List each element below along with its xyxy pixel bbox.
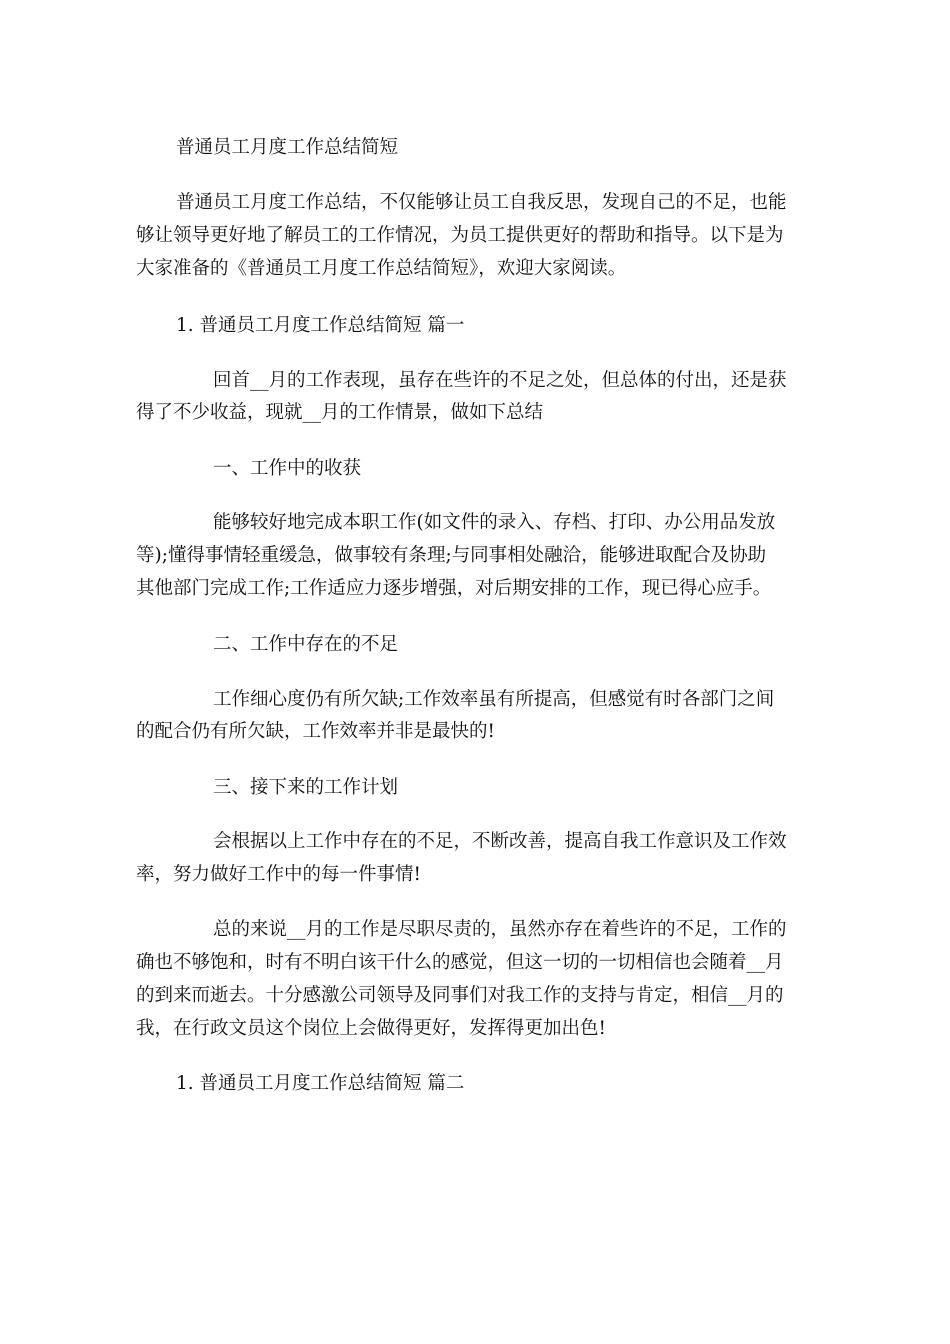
document-title: 普通员工月度工作总结简短 [176, 137, 399, 158]
paragraph-line: 我，在行政文员这个岗位上会做得更好，发挥得更加出色! [136, 1018, 606, 1039]
paragraph-line: 的配合仍有所欠缺，工作效率并非是最快的! [136, 721, 495, 742]
paragraph-line: 会根据以上工作中存在的不足，不断改善，提高自我工作意识及工作效 [213, 831, 787, 852]
paragraph-line: 得了不少收益，现就__月的工作情景，做如下总结 [136, 402, 544, 423]
intro-line: 普通员工月度工作总结，不仅能够让员工自我反思，发现自己的不足，也能 [176, 192, 787, 213]
intro-line: 大家准备的《普通员工月度工作总结简短》，欢迎大家阅读。 [136, 258, 627, 279]
paragraph-line: 确也不够饱和，时有不明白该干什么的感觉，但这一切的一切相信也会随着__月 [136, 952, 784, 973]
paragraph-line: 等);懂得事情轻重缓急，做事较有条理;与同事相处融洽，能够进取配合及协助 [136, 545, 767, 566]
paragraph-line: 能够较好地完成本职工作(如文件的录入、存档、打印、办公用品发放 [213, 512, 776, 533]
paragraph-line: 的到来而逝去。十分感激公司领导及同事们对我工作的支持与肯定，相信__月的 [136, 985, 784, 1006]
subheading-shortcomings: 二、工作中存在的不足 [213, 634, 399, 655]
section-heading-2: 1. 普通员工月度工作总结简短 篇二 [176, 1073, 465, 1094]
paragraph-line: 总的来说__月的工作是尽职尽责的，虽然亦存在着些许的不足，工作的 [213, 919, 787, 940]
paragraph-line: 其他部门完成工作;工作适应力逐步增强，对后期安排的工作，现已得心应手。 [136, 578, 772, 599]
subheading-plan: 三、接下来的工作计划 [213, 777, 399, 798]
subheading-gains: 一、工作中的收获 [213, 458, 362, 479]
paragraph-line: 率，努力做好工作中的每一件事情! [136, 864, 421, 885]
intro-line: 够让领导更好地了解员工的工作情况，为员工提供更好的帮助和指导。以下是为 [136, 225, 784, 246]
paragraph-line: 回首__月的工作表现，虽存在些许的不足之处，但总体的付出，还是获 [213, 370, 787, 391]
section-heading-1: 1. 普通员工月度工作总结简短 篇一 [176, 315, 465, 336]
paragraph-line: 工作细心度仍有所欠缺;工作效率虽有所提高，但感觉有时各部门之间 [213, 689, 775, 710]
